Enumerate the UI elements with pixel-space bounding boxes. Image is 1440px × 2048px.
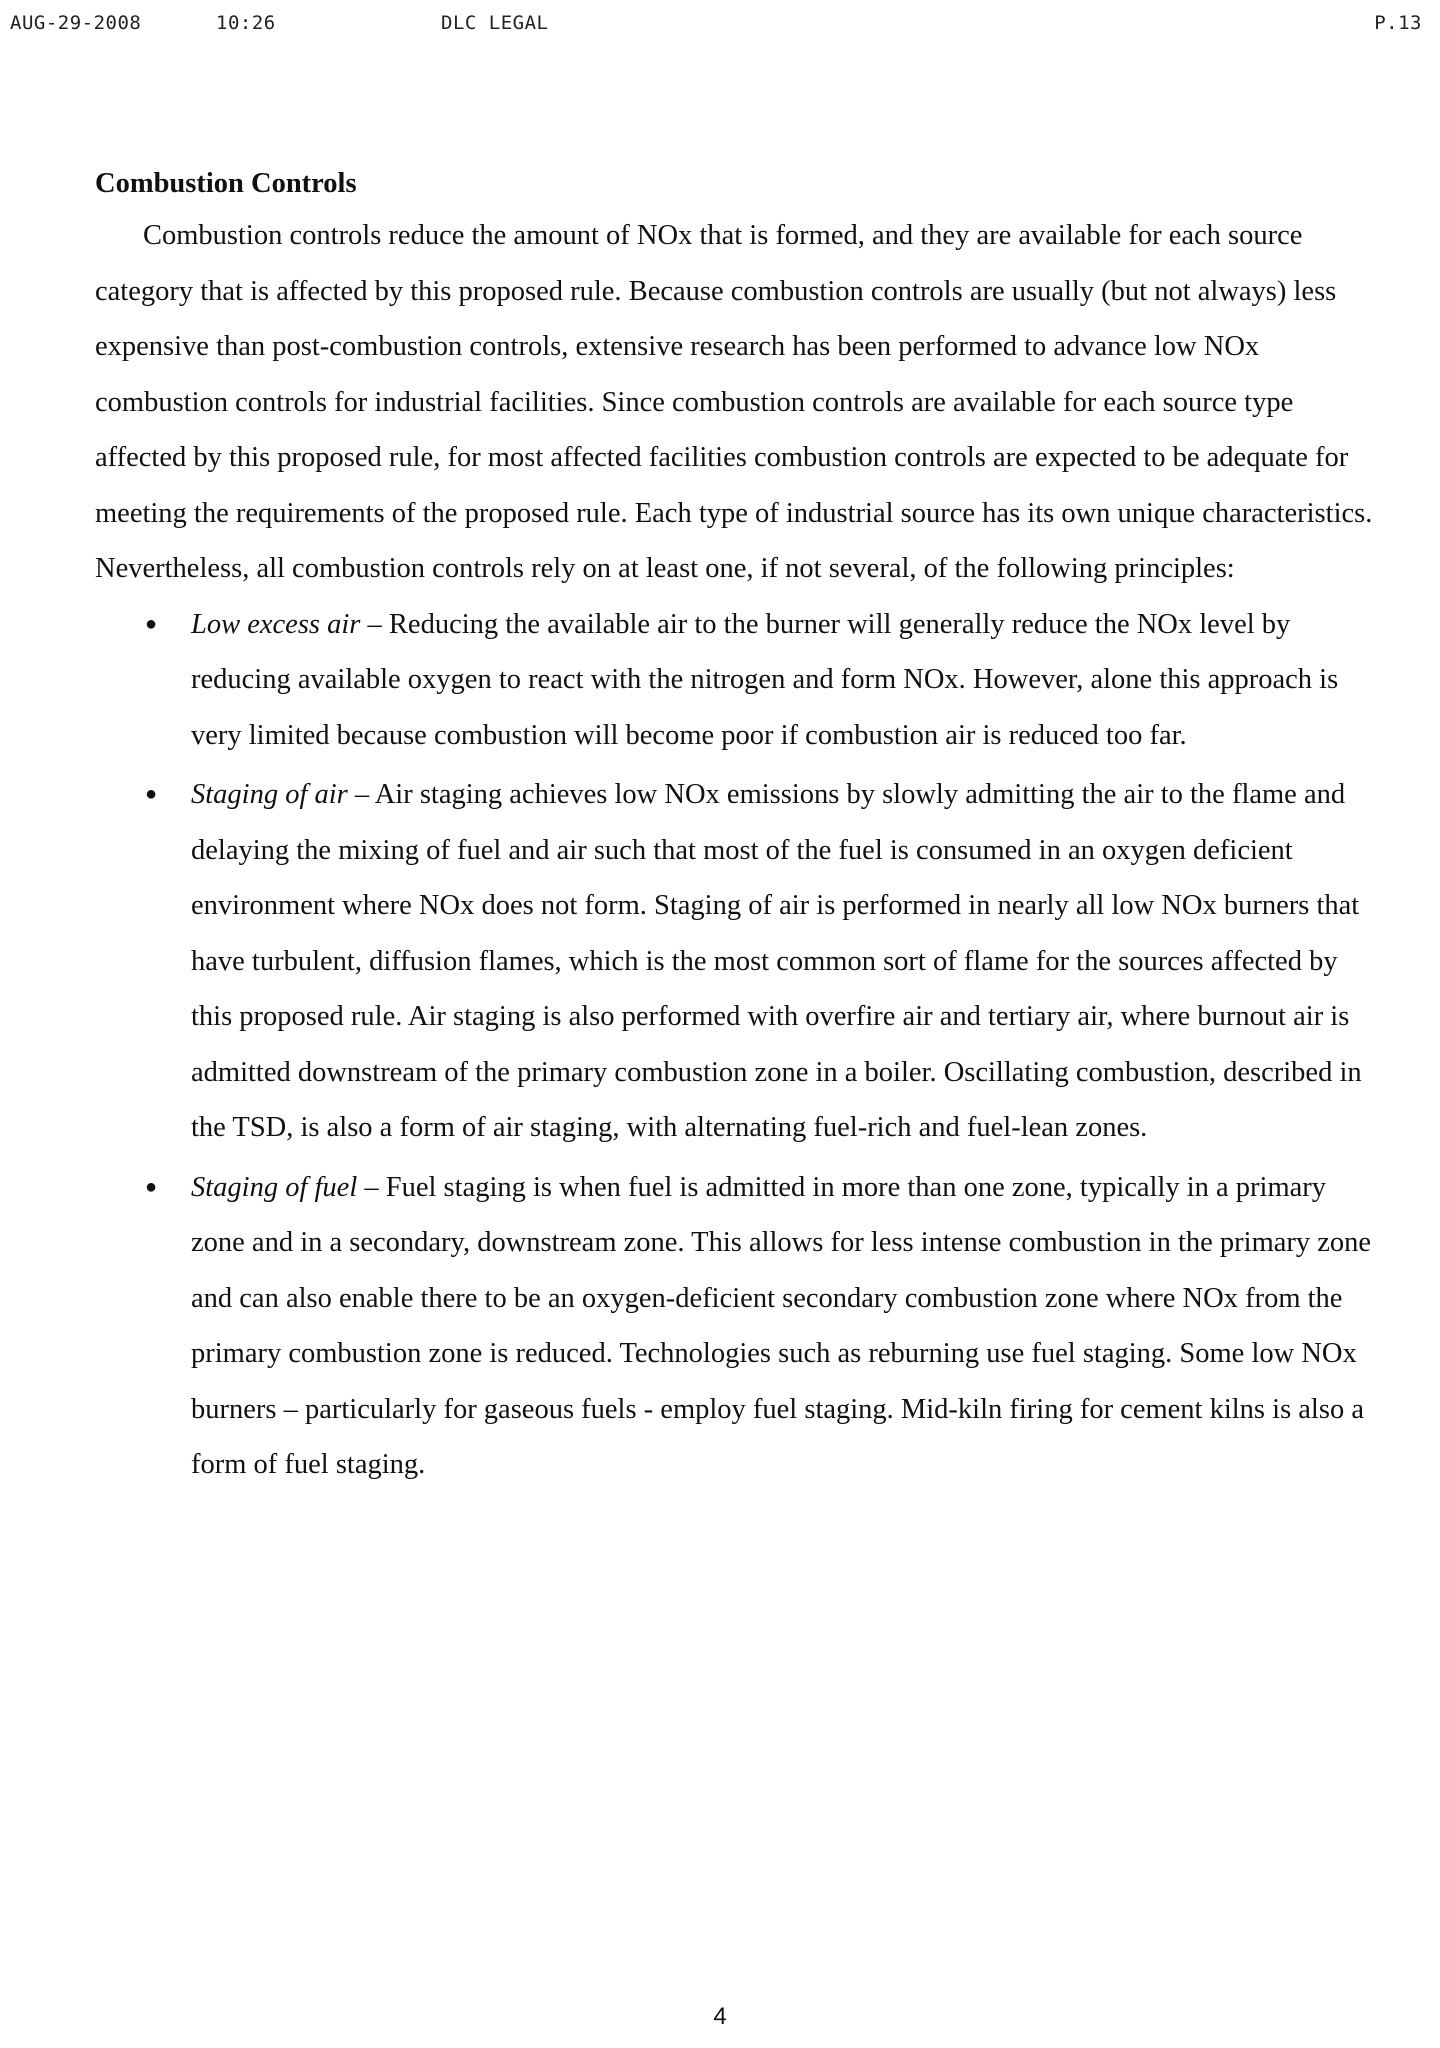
principle-text: Air staging achieves low NOx emissions by slowly admitting the air to the flame and delaying the mixing of fuel and air such that most of the fuel is consumed in an oxygen deficient environment where NOx does not form. Staging of air is performed in nearly all low NOx burners that have turbulent, diffusion flames, which is the most common sort of flame for the sources affected by this proposed rule. Air staging is also performed with overfire air and tertiary air, where burnout air is admitted downstream of the primary combustion zone in a boiler. Oscillating combustion, described in the TSD, is also a form of air staging, with alternating fuel-rich and fuel-lean zones. <box>191 779 1362 1143</box>
fax-page-number: P.13 <box>1374 12 1422 34</box>
page-number: 4 <box>713 2003 727 2030</box>
list-item <box>95 1160 1375 1493</box>
principles-list <box>95 597 1375 1493</box>
principle-separator: – <box>360 608 389 640</box>
principle-term: Staging of air <box>191 779 348 810</box>
fax-time: 10:26 <box>216 12 276 34</box>
list-item <box>95 767 1375 1156</box>
fax-header <box>10 12 1422 42</box>
principle-term: Low excess air <box>191 608 361 640</box>
bullet-icon: ● <box>145 612 158 635</box>
bullet-icon: ● <box>145 1175 158 1198</box>
intro-paragraph: Combustion controls reduce the amount of NOx that is formed, and they are available for each source category that is affected by this proposed rule. Because combustion controls are usually (but not always) less expensive than post-combustion controls, extensive research has been performed to advance low NOx combustion controls for industrial facilities. Since combustion controls are available for each source type affected by this proposed rule, for most affected facilities combustion controls are expected to be adequate for meeting the requirements of the proposed rule. Each type of industrial source has its own unique characteristics. Nevertheless, all combustion controls rely on at least one, if not several, of the following principles: <box>95 220 1373 584</box>
list-item <box>95 597 1375 764</box>
fax-sender: DLC LEGAL <box>441 12 549 34</box>
principle-term: Staging of fuel <box>191 1171 358 1203</box>
principle-separator: – <box>347 779 375 810</box>
principle-text: Fuel staging is when fuel is admitted in more than one zone, typically in a primary zone and in a secondary, downstream zone. This allows for less intense combustion in the primary zone and can also enable there to be an oxygen-deficient secondary combustion zone where NOx from the primary combustion zone is reduced. Technologies such as reburning use fuel staging. Some low NOx burners – particularly for gaseous fuels - employ fuel staging. Mid-kiln firing for cement kilns is also a form of fuel staging. <box>191 1171 1372 1480</box>
document-body <box>95 160 1375 1497</box>
principle-separator: – <box>357 1171 386 1203</box>
fax-date: AUG-29-2008 <box>10 12 142 34</box>
bullet-icon: ● <box>145 783 158 805</box>
principle-text: Reducing the available air to the burner will generally reduce the NOx level by reducing available oxygen to react with the nitrogen and form NOx. However, alone this approach is very limited because combustion will become poor if combustion air is reduced too far. <box>191 608 1339 751</box>
section-title: Combustion Controls <box>95 168 357 199</box>
